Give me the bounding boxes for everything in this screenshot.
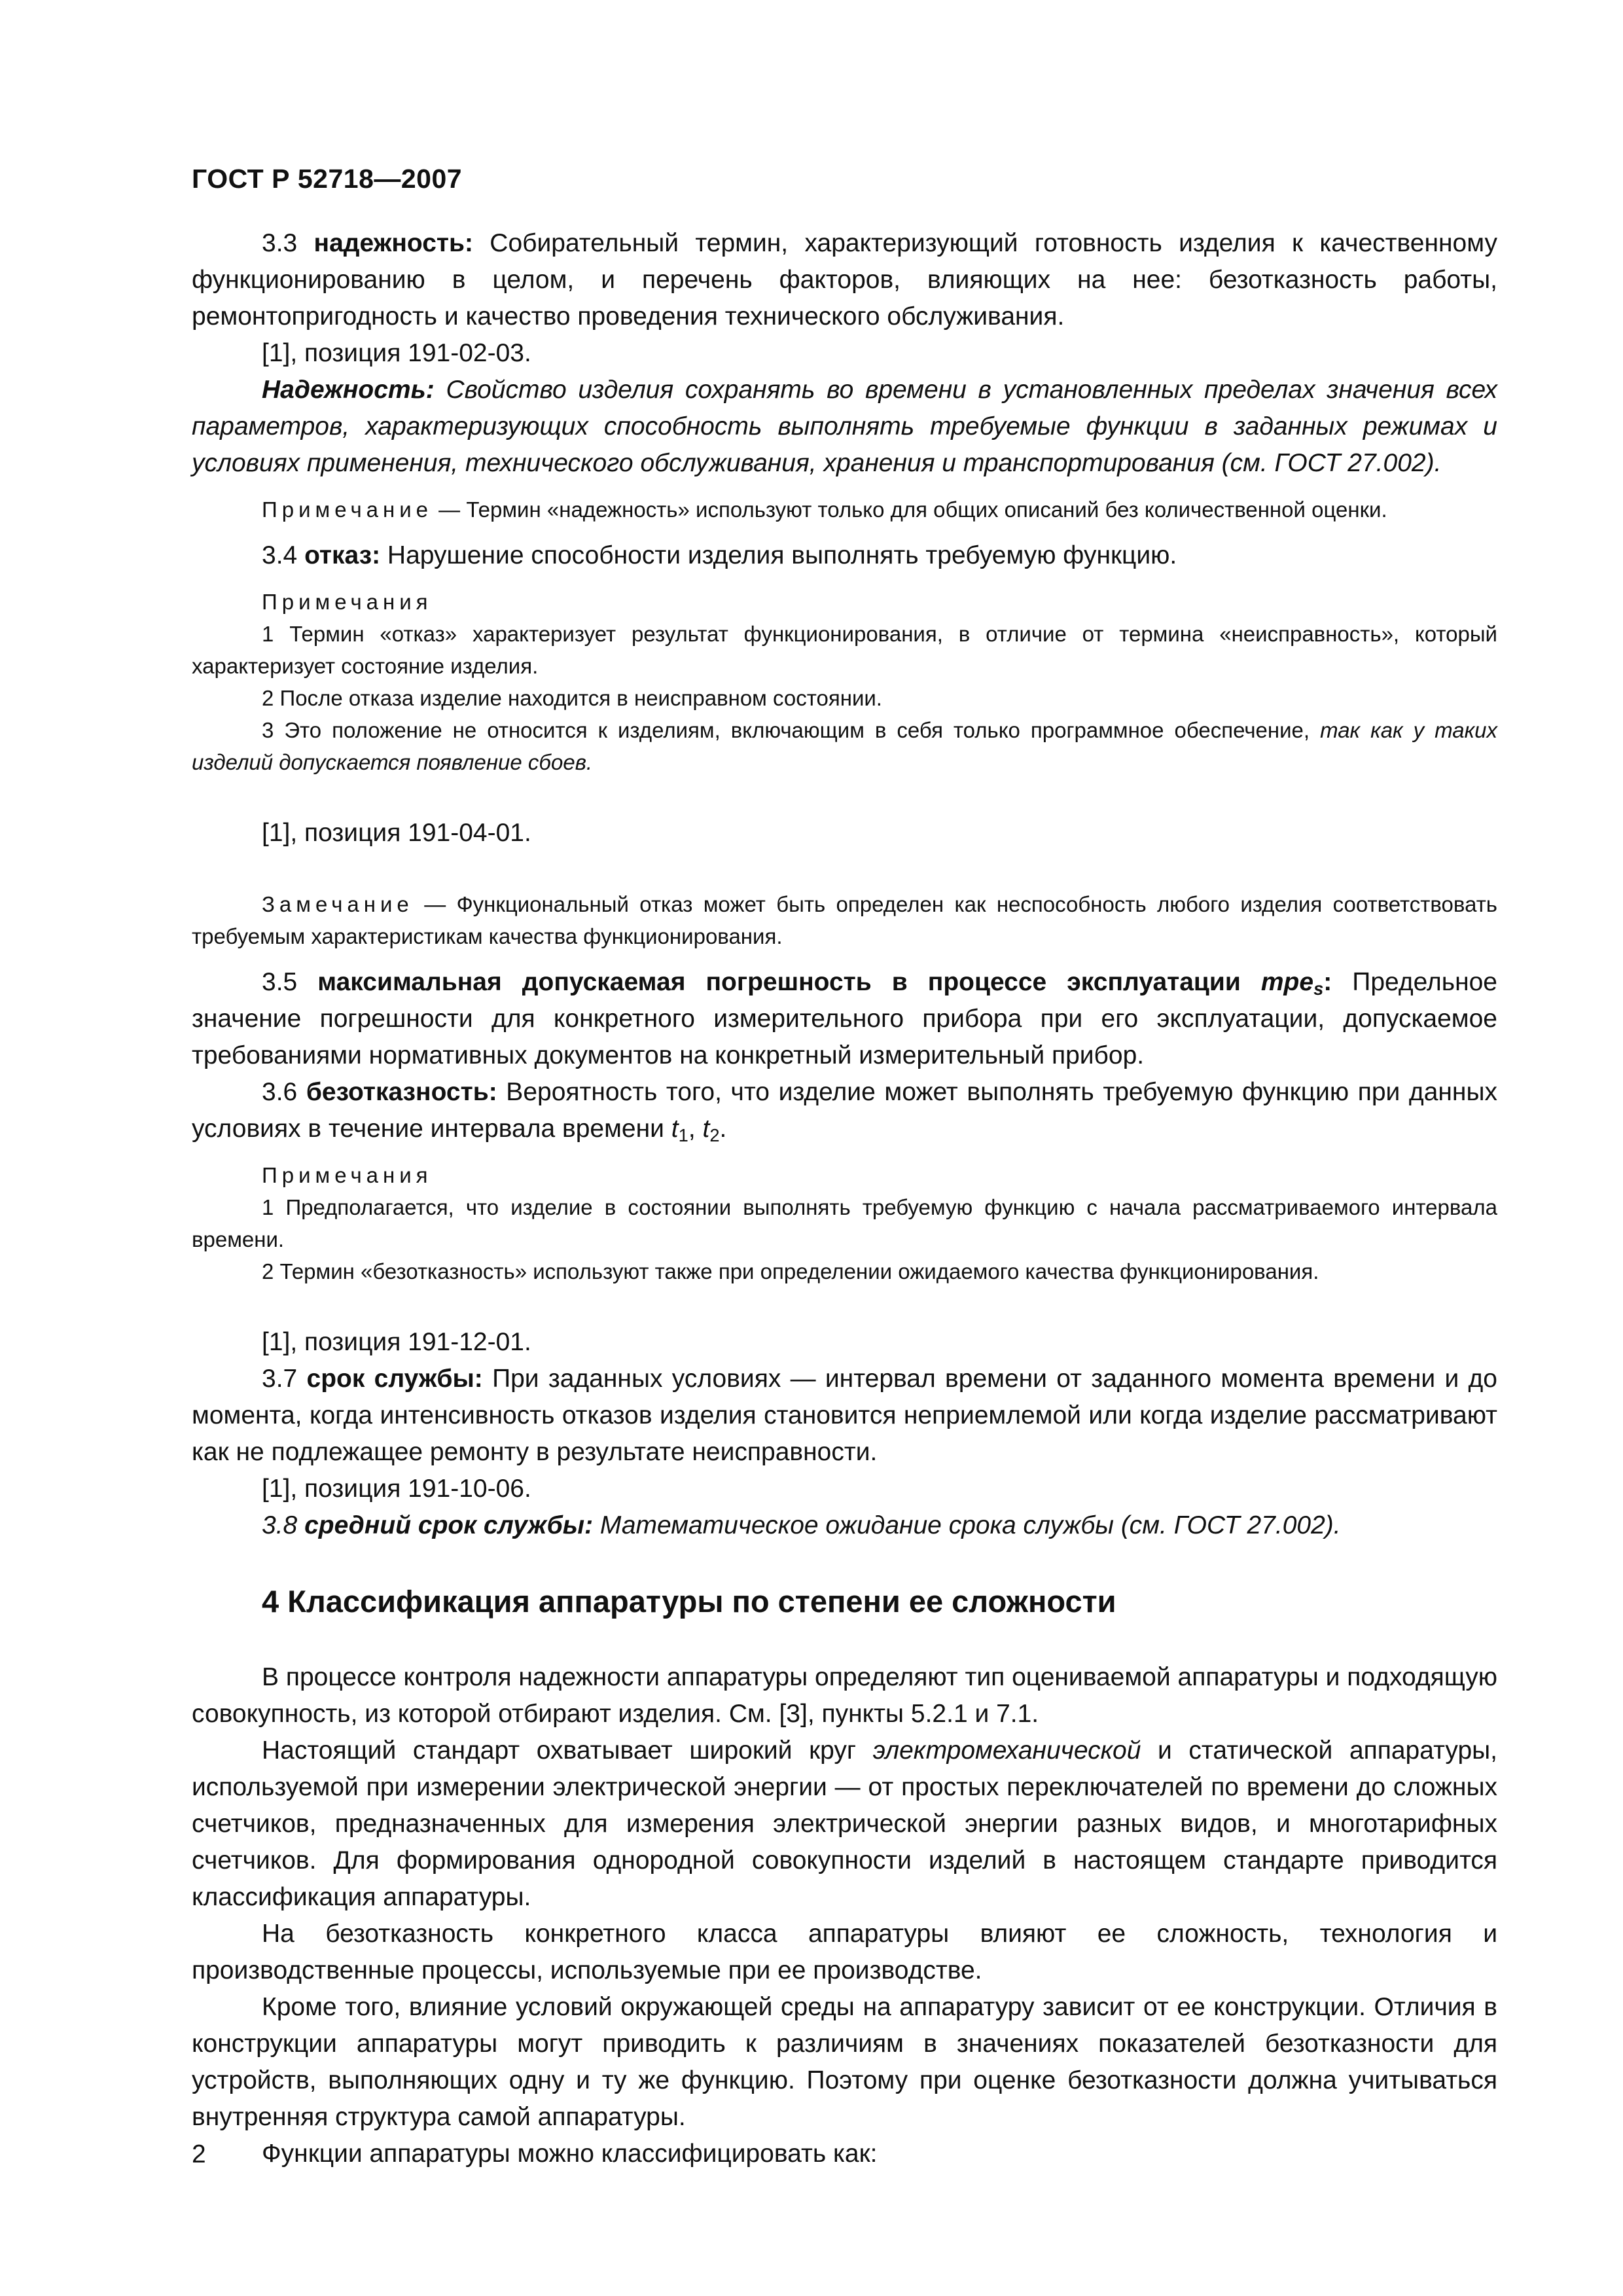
definition-text: Вероятность того, что изделие может выполнять требуемую функцию при данных условиях в течение интервала времени: [192, 1078, 1497, 1143]
term: безотказность:: [306, 1078, 497, 1106]
note-item: [192, 714, 1497, 778]
definition-3-6: [192, 1074, 1497, 1147]
subscript: 2: [709, 1124, 720, 1145]
clause-number: 3.3: [262, 229, 314, 257]
term-colon: :: [1323, 968, 1332, 996]
notes-heading: Примечания: [262, 1163, 433, 1187]
remark-text: — Функциональный отказ может быть определен как неспособность любого изделия соответствовать требуемым характеристикам качества функционирования.: [192, 892, 1497, 948]
text-italic: электромеханической: [872, 1736, 1141, 1765]
section-4-heading: 4 Классификация аппаратуры по степени ее сложности: [262, 1584, 1116, 1619]
note-item: 1 Предполагается, что изделие в состоянии выполнять требуемую функцию с начала рассматриваемого интервала времени.: [192, 1195, 1497, 1251]
definition-3-4: [192, 537, 1497, 574]
note-text-italic: так как у таких изделий допускается появление сбоев.: [192, 718, 1497, 774]
source-reference: [1], позиция 191-10-06.: [262, 1475, 531, 1503]
term: Надежность:: [262, 376, 435, 404]
definition-text: Собирательный термин, характеризующий готовность изделия к качественному функционированию в целом, и перечень факторов, влияющих на нее: безотказность работы, ремонтопригодность и качество проведения технического обслуживания.: [192, 229, 1497, 331]
notes-heading: Примечания: [262, 590, 433, 614]
note-text: 3 Это положение не относится к изделиям, включающим в себя только программное обеспечение,: [262, 718, 1321, 742]
definition-text: Нарушение способности изделия выполнять требуемую функцию.: [380, 541, 1177, 569]
text: и статической аппаратуры, используемой при измерении электрической энергии — от простых переключателей по времени до сложных счетчиков, предназначенных для измерения электрической энергии разных видов, и многотарифных счетчиков. Для формирования однородной совокупности изделий в настоящем стандарте приводится классификация аппаратуры.: [192, 1736, 1498, 1911]
note-3-3: [192, 493, 1497, 526]
definition-3-7: [192, 1361, 1497, 1471]
paragraph: [192, 1732, 1497, 1916]
symbol-t: t: [702, 1115, 710, 1143]
definition-text: Математическое ожидание срока службы (см. ГОСТ 27.002).: [593, 1511, 1341, 1539]
source-reference: [1], позиция 191-04-01.: [262, 819, 531, 847]
term: срок службы:: [306, 1365, 483, 1393]
symbol-t: t: [671, 1115, 679, 1143]
paragraph: В процессе контроля надежности аппаратуры определяют тип оцениваемой аппаратуры и подходящую совокупность, из которой отбирают изделия. См. [3], пункты 5.2.1 и 7.1.: [192, 1663, 1497, 1728]
term: максимальная допускаемая погрешность в процессе эксплуатации: [317, 968, 1261, 996]
period: .: [719, 1115, 727, 1143]
subscript: 1: [678, 1124, 688, 1145]
separator: ,: [688, 1115, 703, 1143]
symbol: mpe: [1260, 968, 1314, 996]
note-item: 1 Термин «отказ» характеризует результат функционирования, в отличие от термина «неисправность», который характеризует состояние изделия.: [192, 622, 1497, 678]
definition-3-3: [192, 225, 1497, 335]
symbol-subscript: s: [1313, 978, 1324, 999]
clause-number: 3.6: [262, 1078, 306, 1106]
term: средний срок службы:: [304, 1511, 594, 1539]
definition-text: Свойство изделия сохранять во времени в установленных пределах значения всех параметров, характеризующих способность выполнять требуемые функции в заданных режимах и условиях применения, технического обслуживания, хранения и транспортирования (см. ГОСТ 27.002).: [192, 376, 1497, 477]
paragraph: Кроме того, влияние условий окружающей среды на аппаратуру зависит от ее конструкции. Отличия в конструкции аппаратуры могут приводить к различиям в значениях показателей безотказности для устройств, выполняющих одну и ту же функцию. Поэтому при оценке безотказности должна учитываться внутренняя структура самой аппаратуры.: [192, 1993, 1497, 2131]
definition-text: Предельное значение погрешности для конкретного измерительного прибора при его эксплуатации, допускаемое требованиями нормативных документов на конкретный измерительный прибор.: [192, 968, 1497, 1069]
remark-3-4: [192, 888, 1497, 952]
text: Настоящий стандарт охватывает широкий круг: [262, 1736, 873, 1765]
note-item: 2 После отказа изделие находится в неисправном состоянии.: [262, 686, 882, 710]
definition-3-5: [192, 964, 1497, 1074]
note-item: 2 Термин «безотказность» используют также при определении ожидаемого качества функционирования.: [262, 1259, 1319, 1283]
source-reference: [1], позиция 191-02-03.: [262, 339, 531, 367]
page-content: [192, 225, 1497, 2172]
term: отказ:: [304, 541, 381, 569]
document-header: ГОСТ Р 52718—2007: [192, 164, 463, 194]
paragraph: Функции аппаратуры можно классифицировать как:: [262, 2140, 878, 2168]
page-number: 2: [192, 2140, 206, 2168]
note-text: — Термин «надежность» используют только для общих описаний без количественной оценки.: [433, 497, 1387, 522]
note-label: Примечание: [262, 497, 433, 522]
remark-label: Замечание: [262, 892, 414, 916]
clause-number: 3.5: [262, 968, 318, 996]
alt-definition-3-3: [192, 372, 1497, 482]
definition-text: При заданных условиях — интервал времени от заданного момента времени и до момента, когда интенсивность отказов изделия становится неприемлемой или когда изделие рассматривают как не подлежащее ремонту в результате неисправности.: [192, 1365, 1497, 1466]
paragraph: На безотказность конкретного класса аппаратуры влияют ее сложность, технология и производственные процессы, используемые при ее производстве.: [192, 1920, 1497, 1984]
clause-number: 3.8: [262, 1511, 305, 1539]
term: надежность:: [313, 229, 473, 257]
clause-number: 3.4: [262, 541, 305, 569]
definition-3-8: [192, 1507, 1497, 1544]
source-reference: [1], позиция 191-12-01.: [262, 1328, 531, 1356]
clause-number: 3.7: [262, 1365, 307, 1393]
